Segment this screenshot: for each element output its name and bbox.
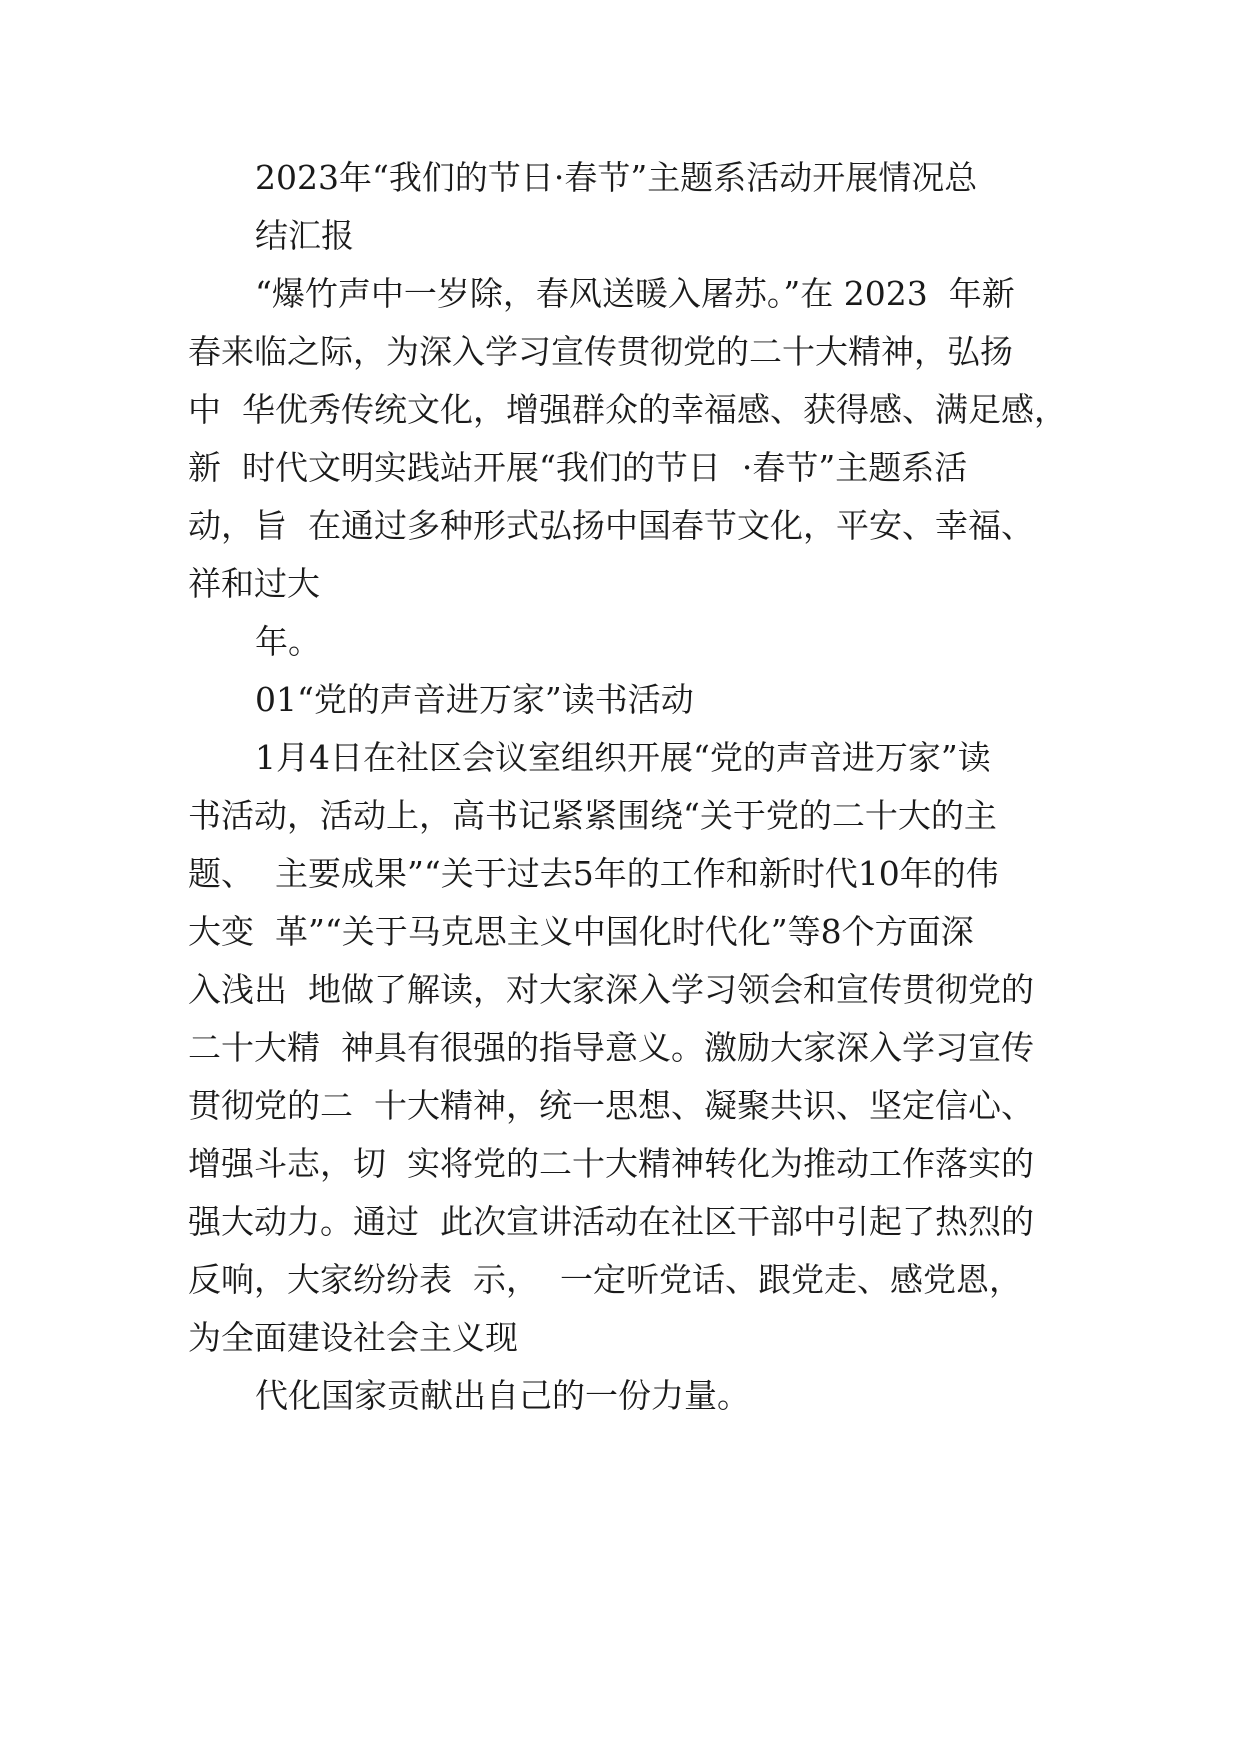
section-line-6: 二十大精 神具有很强的指导意义。激励大家深入学习宣传: [188, 1028, 1034, 1067]
section-line-3: 题、 主要成果”“关于过去5年的工作和新时代10年的伟: [188, 854, 999, 893]
section-line-9: 强大动力。通过 此次宣讲活动在社区干部中引起了热烈的: [188, 1202, 1034, 1241]
intro-line-2: 春来临之际，为深入学习宣传贯彻党的二十大精神，弘扬: [188, 332, 1013, 371]
section-line-7: 贯彻党的二 十大精神，统一思想、凝聚共识、坚定信心、: [188, 1086, 1034, 1125]
section-line-10: 反响，大家纷纷表 示， 一定听党话、跟党走、感党恩，: [188, 1260, 1022, 1299]
intro-line-6: 祥和过大: [188, 564, 320, 603]
section-line-12: 代化国家贡献出自己的一份力量。: [255, 1376, 750, 1415]
section-line-1: 1月4日在社区会议室组织开展“党的声音进万家”读: [255, 738, 991, 777]
intro-line-4: 新 时代文明实践站开展“我们的节日 ·春节”主题系活: [188, 448, 968, 487]
title-line-2: 结汇报: [255, 216, 354, 255]
section-line-8: 增强斗志，切 实将党的二十大精神转化为推动工作落实的: [188, 1144, 1034, 1183]
section-line-5: 入浅出 地做了解读，对大家深入学习领会和宣传贯彻党的: [188, 970, 1034, 1009]
section-heading: 01“党的声音进万家”读书活动: [255, 680, 694, 719]
intro-line-3: 中 华优秀传统文化，增强群众的幸福感、获得感、满足感，: [188, 390, 1067, 429]
title-line-1: 2023年“我们的节日·春节”主题系活动开展情况总: [255, 158, 978, 197]
section-line-2: 书活动，活动上，高书记紧紧围绕“关于党的二十大的主: [188, 796, 997, 835]
intro-line-5: 动，旨 在通过多种形式弘扬中国春节文化，平安、幸福、: [188, 506, 1034, 545]
section-line-11: 为全面建设社会主义现: [188, 1318, 518, 1357]
section-line-4: 大变 革”“关于马克思主义中国化时代化”等8个方面深: [188, 912, 974, 951]
intro-line-1: “爆竹声中一岁除，春风送暖入屠苏。”在 2023 年新: [255, 274, 1015, 313]
intro-line-7: 年。: [255, 622, 321, 661]
